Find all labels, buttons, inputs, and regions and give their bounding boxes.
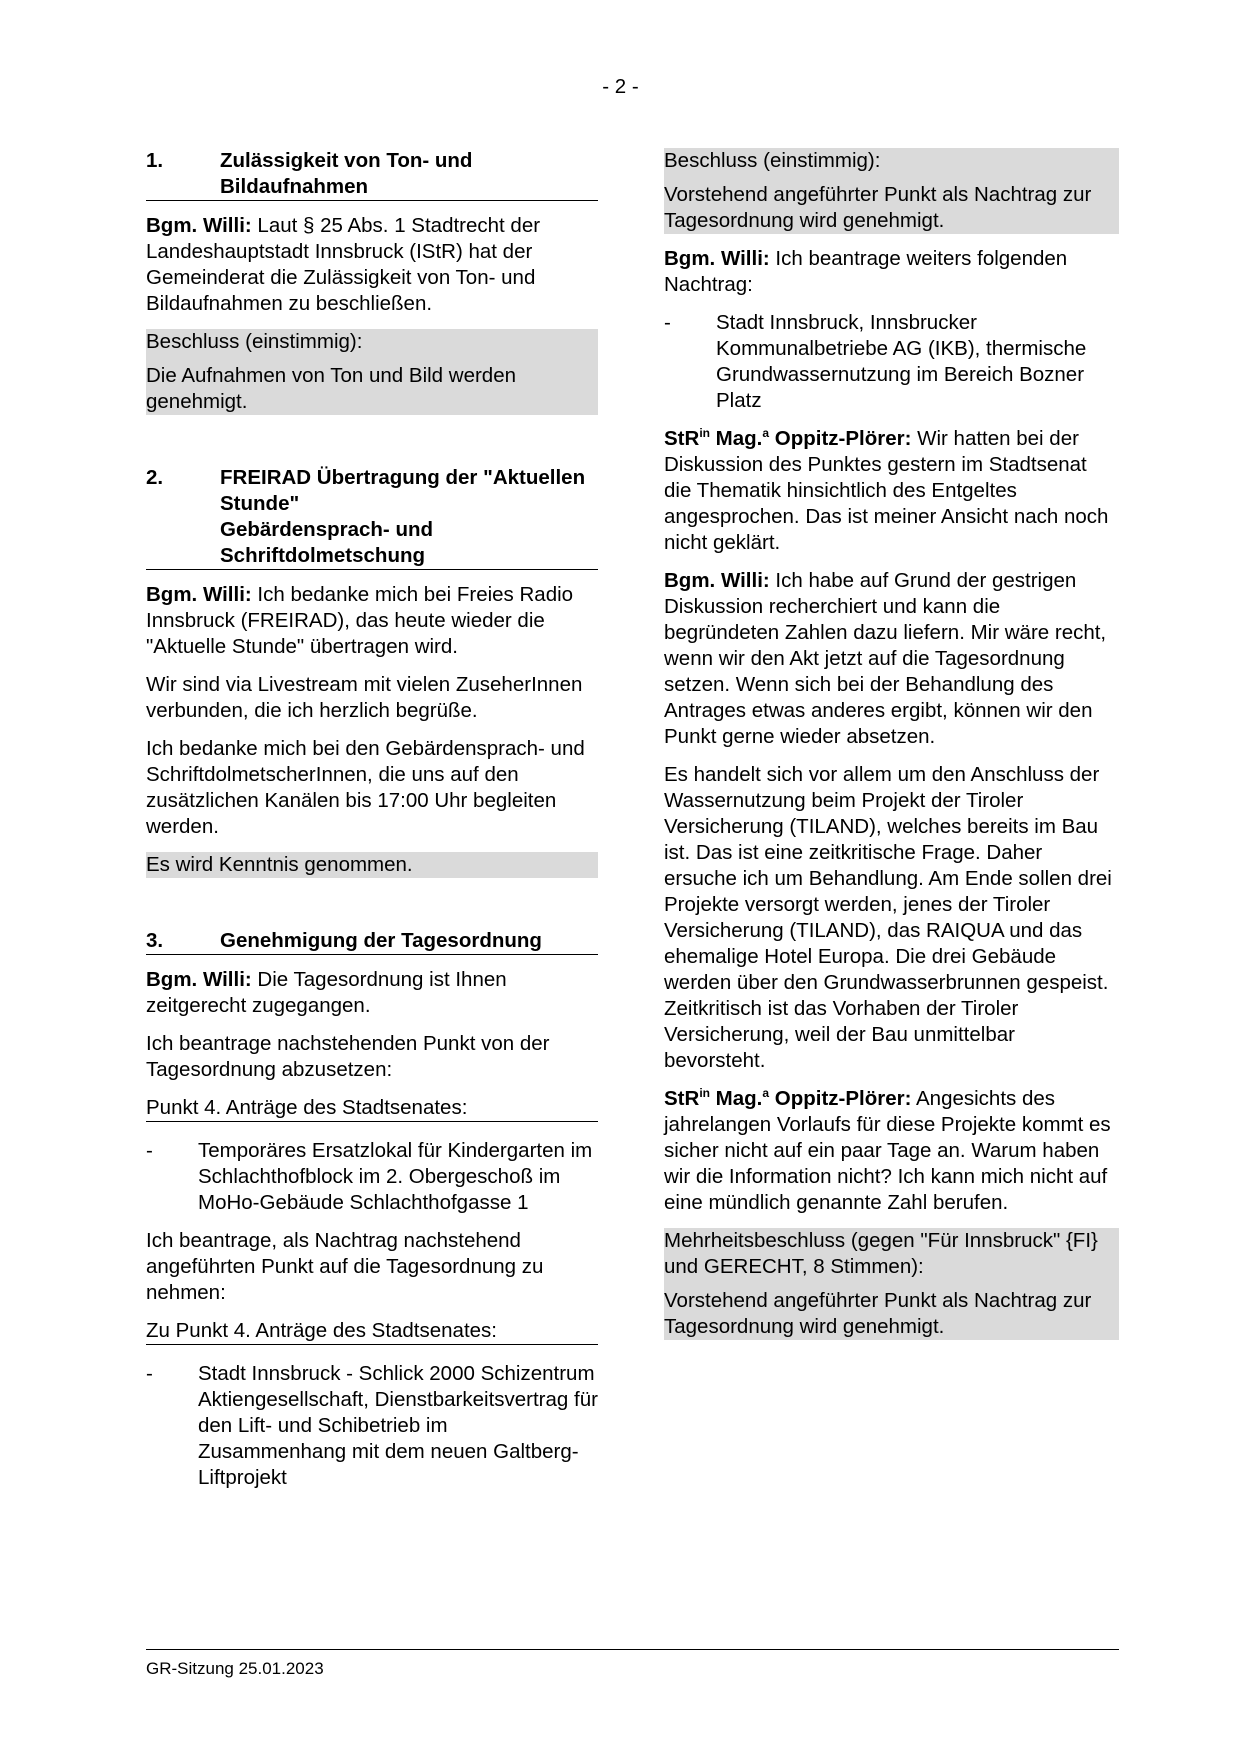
list-item-text: Temporäres Ersatzlokal für Kindergarten im Schlachthofblock im 2. Obergeschoß im MoHo-Gebäude Schlachthofgasse 1 [198,1139,593,1214]
paragraph [146,213,598,317]
section-heading-1 [146,148,598,201]
decision-text: Vorstehend angeführter Punkt als Nachtrag zur Tagesordnung wird genehmigt. [664,183,1092,232]
paragraph [664,568,1119,750]
speech-text: Ich bedanke mich bei Freies Radio Innsbruck (FREIRAD), das heute wieder die "Aktuelle Stunde" übertragen wird. [146,583,574,658]
paragraph: Wir sind via Livestream mit vielen ZuseherInnen verbunden, die ich herzlich begrüße. [146,673,583,722]
paragraph: Ich bedanke mich bei den Gebärdensprach- und SchriftdolmetscherInnen, die uns auf den zusätzlichen Kanälen bis 17:00 Uhr begleiten werden. [146,737,585,838]
paragraph [146,582,598,660]
list-item-text: Stadt Innsbruck - Schlick 2000 Schizentrum Aktiengesellschaft, Dienstbarkeitsvertrag für den Lift- und Schibetrieb im Zusammenhang mit dem neuen Galtberg-Liftprojekt [198,1362,598,1489]
paragraph: Ich beantrage, als Nachtrag nachstehend angeführten Punkt auf die Tagesordnung zu nehmen: [146,1229,544,1304]
section-heading-2 [146,465,598,570]
page-number: - 2 - [602,75,639,98]
speaker-name: Bgm. Willi: [146,583,252,606]
speech-text: Ich beantrage weiters folgenden Nachtrag: [664,247,1068,296]
list-item [146,1138,598,1216]
notice-block [146,852,598,878]
speech-text: Angesichts des jahrelangen Vorlaufs für diese Projekte kommt es sicher nicht auf ein paar Tage an. Warum haben wir die Information nicht? Ich kann mich nicht auf eine mündlich genannte Zahl berufen. [664,1087,1111,1214]
section-number: 1. [146,149,164,172]
section-title-line: Gebärdensprach- und Schriftdolmetschung [220,518,434,567]
page-footer: GR-Sitzung 25.01.2023 [146,1649,1119,1682]
section-title: Zulässigkeit von Ton- und Bildaufnahmen [220,149,473,198]
left-column [146,148,598,1503]
paragraph [664,1086,1119,1216]
speaker-name: Bgm. Willi: [146,214,252,237]
paragraph [146,967,598,1019]
speaker-name: StR$^{in}$ Mag.$^a$ Oppitz-Plörer: [664,426,912,450]
list-dash: - [146,1139,153,1162]
speech-text: Die Tagesordnung ist Ihnen zeitgerecht zugegangen. [146,968,507,1017]
right-column [664,148,1119,1352]
decision-label: Mehrheitsbeschluss (gegen "Für Innsbruck" {FI} und GERECHT, 8 Stimmen): [664,1229,1098,1278]
decision-block [146,329,598,415]
decision-block [664,148,1119,234]
speaker-name: StR$^{in}$ Mag.$^a$ Oppitz-Plörer: [664,1086,912,1110]
list-dash: - [664,311,671,334]
speaker-name: Bgm. Willi: [146,968,252,991]
speaker-name: Bgm. Willi: [664,247,770,270]
notice-text: Es wird Kenntnis genommen. [146,853,413,876]
speech-text: Laut § 25 Abs. 1 Stadtrecht der Landeshauptstadt Innsbruck (IStR) hat der Gemeinderat die Zulässigkeit von Ton- und Bildaufnahmen zu beschließen. [146,214,541,315]
speaker-name: Bgm. Willi: [664,569,770,592]
list-item [664,310,1119,414]
paragraph [664,246,1119,298]
speech-text: Wir hatten bei der Diskussion des Punktes gestern im Stadtsenat die Thematik hinsichtlich des Entgeltes angesprochen. Das ist meiner Ansicht nach noch nicht geklärt. [664,427,1109,554]
decision-block [664,1228,1119,1340]
paragraph: Es handelt sich vor allem um den Anschluss der Wassernutzung beim Projekt der Tiroler Versicherung (TILAND), welches bereits im Bau ist. Das ist eine zeitkritische Frage. Daher ersuche ich um Behandlung. Am Ende sollen drei Projekte versorgt werden, jenes der Tiroler Versicherung (TILAND), das RAIQUA und das ehemalige Hotel Europa. Die drei Gebäude werden über den Grundwasserbrunnen gespeist. Zeitkritisch ist das Vorhaben der Tiroler Versicherung, weil der Bau unmittelbar bevorsteht. [664,763,1112,1072]
subheading: Zu Punkt 4. Anträge des Stadtsenates: [146,1318,598,1345]
paragraph [664,426,1119,556]
decision-text: Vorstehend angeführter Punkt als Nachtrag zur Tagesordnung wird genehmigt. [664,1289,1092,1338]
section-number: 3. [146,929,164,952]
decision-label: Beschluss (einstimmig): [146,330,363,353]
paragraph: Ich beantrage nachstehenden Punkt von der Tagesordnung abzusetzen: [146,1032,550,1081]
section-heading-3 [146,928,598,955]
speech-text: Ich habe auf Grund der gestrigen Diskussion recherchiert und kann die begründeten Zahlen dazu liefern. Mir wäre recht, wenn wir den Akt jetzt auf die Tagesordnung setzen. Wenn sich bei der Behandlung des Antrages etwas anderes ergibt, können wir den Punkt gerne wieder absetzen. [664,569,1107,748]
list-item-text: Stadt Innsbruck, Innsbrucker Kommunalbetriebe AG (IKB), thermische Grundwassernutzung im Bereich Bozner Platz [716,311,1087,412]
decision-text: Die Aufnahmen von Ton und Bild werden genehmigt. [146,364,517,413]
section-number: 2. [146,466,164,489]
decision-label: Beschluss (einstimmig): [664,149,881,172]
section-title: Genehmigung der Tagesordnung [220,929,542,952]
section-title-line: FREIRAD Übertragung der "Aktuellen Stunde" [220,466,586,515]
section-title [220,465,598,569]
subheading: Punkt 4. Anträge des Stadtsenates: [146,1095,598,1122]
list-item [146,1361,598,1491]
list-dash: - [146,1362,153,1385]
